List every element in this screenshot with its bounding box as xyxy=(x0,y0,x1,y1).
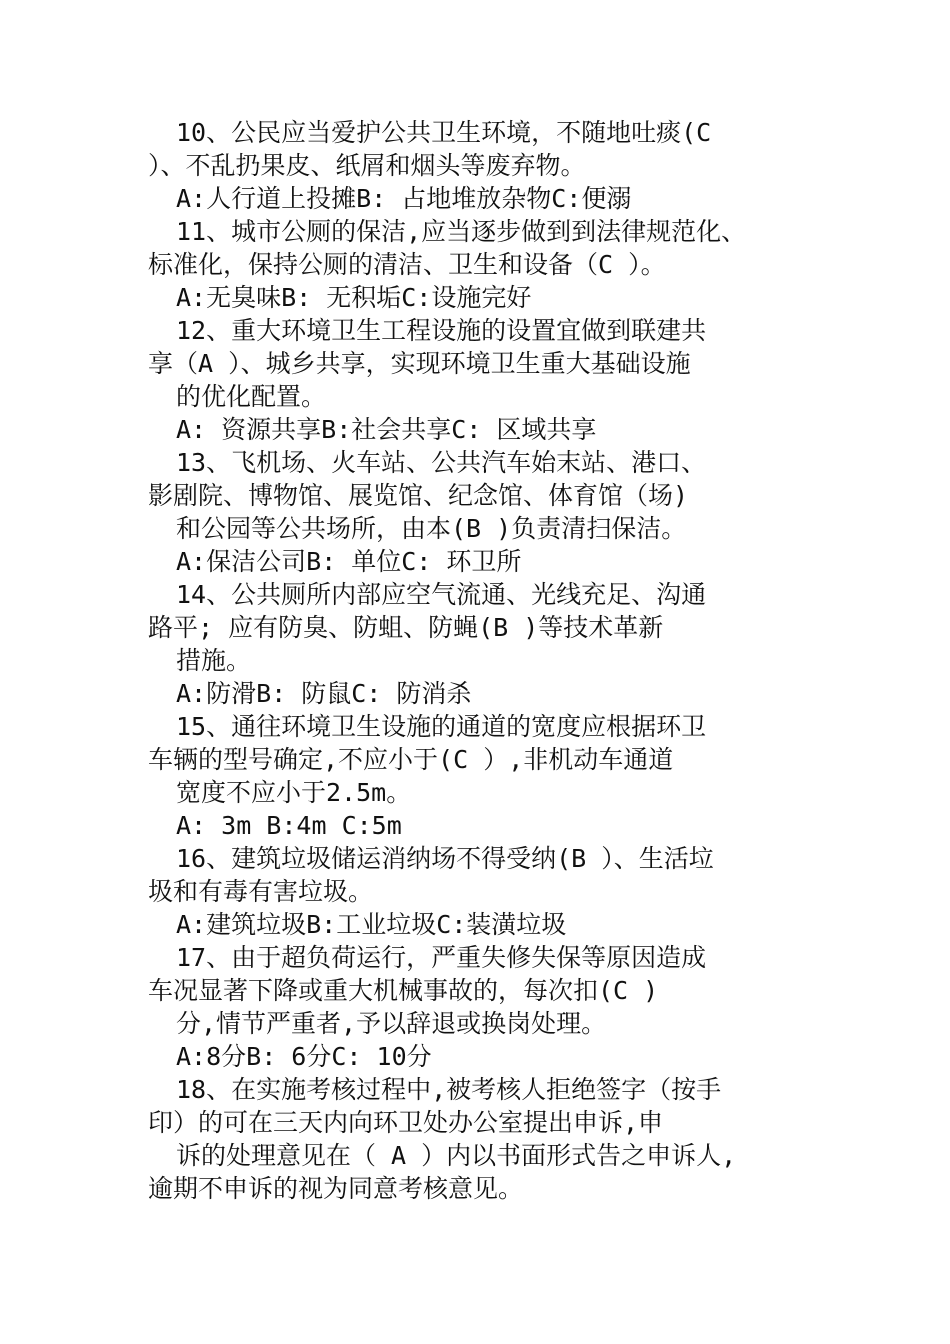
question-18-text-line-1: 18、在实施考核过程中,被考核人拒绝签字（按手 xyxy=(176,1075,722,1104)
question-17-text-line-1: 17、由于超负荷运行，严重失修失保等原因造成 xyxy=(176,943,707,972)
question-14-text-line-3: 措施。 xyxy=(176,646,252,675)
question-18-text-line-3: 诉的处理意见在（ A ）内以书面形式告之申诉人, xyxy=(176,1141,737,1170)
question-12-text-line-3: 的优化配置。 xyxy=(176,382,327,411)
question-11-text-line-1: 11、城市公厕的保洁,应当逐步做到到法律规范化、 xyxy=(176,217,747,246)
question-14-options: A:防滑B: 防鼠C: 防消杀 xyxy=(176,679,472,708)
question-16-text-line-2: 圾和有毒有害垃圾。 xyxy=(148,877,374,906)
question-12-text-line-1: 12、重大环境卫生工程设施的设置宜做到联建共 xyxy=(176,316,707,345)
question-18-text-line-4: 逾期不申诉的视为同意考核意见。 xyxy=(148,1174,524,1203)
question-15-text-line-2: 车辆的型号确定,不应小于(C ）,非机动车通道 xyxy=(148,745,674,774)
question-13-text-line-3: 和公园等公共场所，由本(B )负责清扫保洁。 xyxy=(176,514,687,543)
question-13-text-line-1: 13、飞机场、火车站、公共汽车始末站、港口、 xyxy=(176,448,707,477)
question-13-text-line-2: 影剧院、博物馆、展览馆、纪念馆、体育馆（场) xyxy=(148,481,689,510)
question-13-options: A:保洁公司B: 单位C: 环卫所 xyxy=(176,547,522,576)
question-15-options: A: 3m B:4m C:5m xyxy=(176,811,402,840)
question-14-text-line-1: 14、公共厕所内部应空气流通、光线充足、沟通 xyxy=(176,580,707,609)
question-18-text-line-2: 印）的可在三天内向环卫处办公室提出申诉,申 xyxy=(148,1108,664,1137)
question-16-options: A:建筑垃圾B:工业垃圾C:装潢垃圾 xyxy=(176,910,567,939)
question-17-text-line-3: 分,情节严重者,予以辞退或换岗处理。 xyxy=(176,1009,607,1038)
question-17-text-line-2: 车况显著下降或重大机械事故的，每次扣(C ) xyxy=(148,976,659,1005)
question-15-text-line-1: 15、通往环境卫生设施的通道的宽度应根据环卫 xyxy=(176,712,707,741)
question-11-text-line-2: 标准化，保持公厕的清洁、卫生和设备（C ）。 xyxy=(148,250,666,279)
question-15-text-line-3: 宽度不应小于2.5m。 xyxy=(176,778,412,807)
question-10-text-line-2: ）、不乱扔果皮、纸屑和烟头等废弃物。 xyxy=(148,151,586,180)
question-17-options: A:8分B: 6分C: 10分 xyxy=(176,1042,432,1071)
question-14-text-line-2: 路平; 应有防臭、防蛆、防蝇(B )等技术革新 xyxy=(148,613,664,642)
question-10-text-line-1: 10、公民应当爱护公共卫生环境，不随地吐痰(C xyxy=(176,118,712,147)
question-16-text-line-1: 16、建筑垃圾储运消纳场不得受纳(B ）、生活垃 xyxy=(176,844,714,873)
question-12-options: A: 资源共享B:社会共享C: 区域共享 xyxy=(176,415,597,444)
question-11-options: A:无臭味B: 无积垢C:设施完好 xyxy=(176,283,532,312)
question-10-options: A:人行道上投摊B: 占地堆放杂物C:便溺 xyxy=(176,184,632,213)
question-12-text-line-2: 享（A ）、城乡共享，实现环境卫生重大基础设施 xyxy=(148,349,691,378)
